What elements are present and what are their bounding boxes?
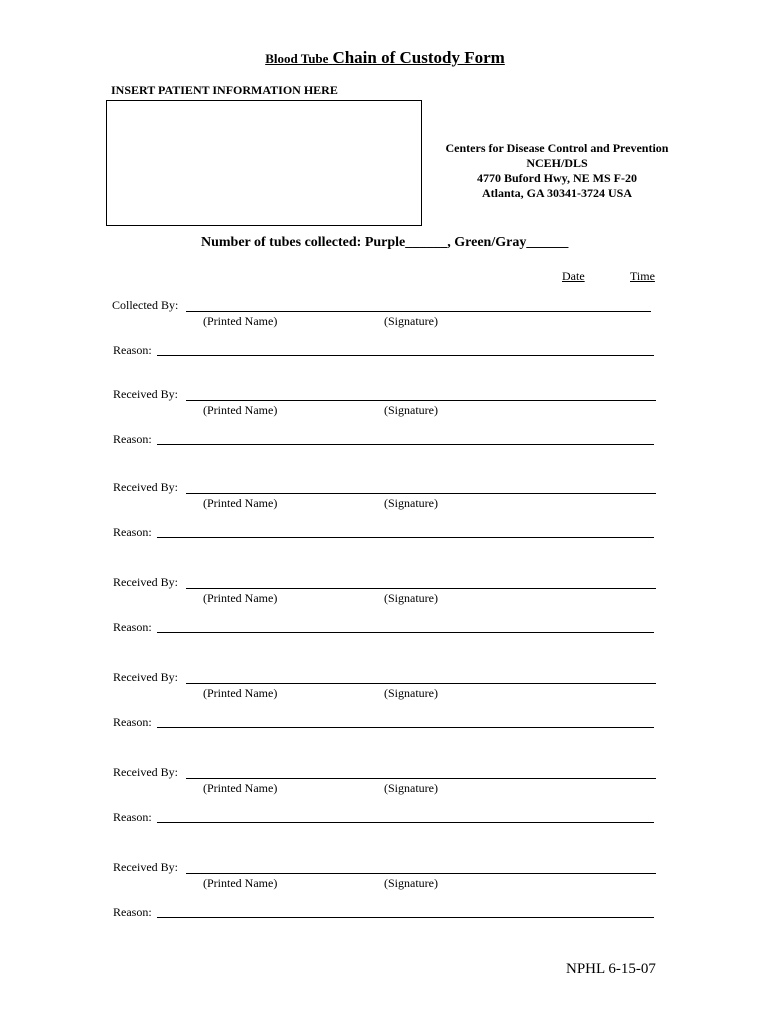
reason-label: Reason:: [113, 905, 152, 919]
reason-field[interactable]: [157, 822, 654, 823]
form-footer-code: NPHL 6-15-07: [566, 961, 656, 977]
reason-label: Reason:: [113, 525, 152, 539]
address-block: [424, 141, 690, 201]
received-by-field[interactable]: [186, 493, 656, 494]
printed-name-caption: (Printed Name): [203, 496, 278, 510]
signature-caption: (Signature): [384, 876, 438, 890]
printed-name-caption: (Printed Name): [203, 686, 278, 700]
signature-caption: (Signature): [384, 403, 438, 417]
reason-field[interactable]: [157, 727, 654, 728]
title-prefix: Blood Tube: [265, 51, 329, 66]
reason-label: Reason:: [113, 432, 152, 446]
reason-field[interactable]: [157, 444, 654, 445]
reason-label: Reason:: [113, 620, 152, 634]
reason-field[interactable]: [157, 917, 654, 918]
patient-info-box[interactable]: [106, 100, 422, 226]
printed-name-caption: (Printed Name): [203, 314, 278, 328]
signature-caption: (Signature): [384, 781, 438, 795]
time-header: Time: [630, 269, 655, 283]
received-by-field[interactable]: [186, 400, 656, 401]
received-by-label: Received By:: [113, 387, 178, 401]
date-header: Date: [562, 269, 585, 283]
printed-name-caption: (Printed Name): [203, 403, 278, 417]
title-main: Chain of Custody Form: [332, 48, 505, 67]
signature-caption: (Signature): [384, 591, 438, 605]
printed-name-caption: (Printed Name): [203, 781, 278, 795]
received-by-field[interactable]: [186, 588, 656, 589]
address-line: Atlanta, GA 30341-3724 USA: [481, 186, 632, 200]
printed-name-caption: (Printed Name): [203, 591, 278, 605]
received-by-label: Received By:: [113, 670, 178, 684]
reason-field[interactable]: [157, 632, 654, 633]
received-by-label: Received By:: [113, 860, 178, 874]
received-by-field[interactable]: [186, 778, 656, 779]
reason-label: Reason:: [113, 343, 152, 357]
signature-caption: (Signature): [384, 314, 438, 328]
received-by-field[interactable]: [186, 683, 656, 684]
received-by-label: Received By:: [113, 480, 178, 494]
reason-field[interactable]: [157, 355, 654, 356]
address-line: Centers for Disease Control and Prevention: [445, 141, 669, 155]
received-by-label: Received By:: [113, 575, 178, 589]
received-by-label: Received By:: [113, 765, 178, 779]
tubes-collected-line: Number of tubes collected: Purple______, Green/Gray______: [201, 235, 569, 250]
form-title: [0, 48, 770, 68]
signature-caption: (Signature): [384, 496, 438, 510]
signature-caption: (Signature): [384, 686, 438, 700]
address-line: NCEH/DLS: [526, 156, 588, 170]
reason-label: Reason:: [113, 715, 152, 729]
patient-info-label: INSERT PATIENT INFORMATION HERE: [111, 83, 338, 97]
reason-field[interactable]: [157, 537, 654, 538]
collected-by-label: Collected By:: [112, 298, 179, 312]
collected-by-field[interactable]: [186, 311, 651, 312]
printed-name-caption: (Printed Name): [203, 876, 278, 890]
address-line: 4770 Buford Hwy, NE MS F-20: [476, 171, 637, 185]
reason-label: Reason:: [113, 810, 152, 824]
received-by-field[interactable]: [186, 873, 656, 874]
